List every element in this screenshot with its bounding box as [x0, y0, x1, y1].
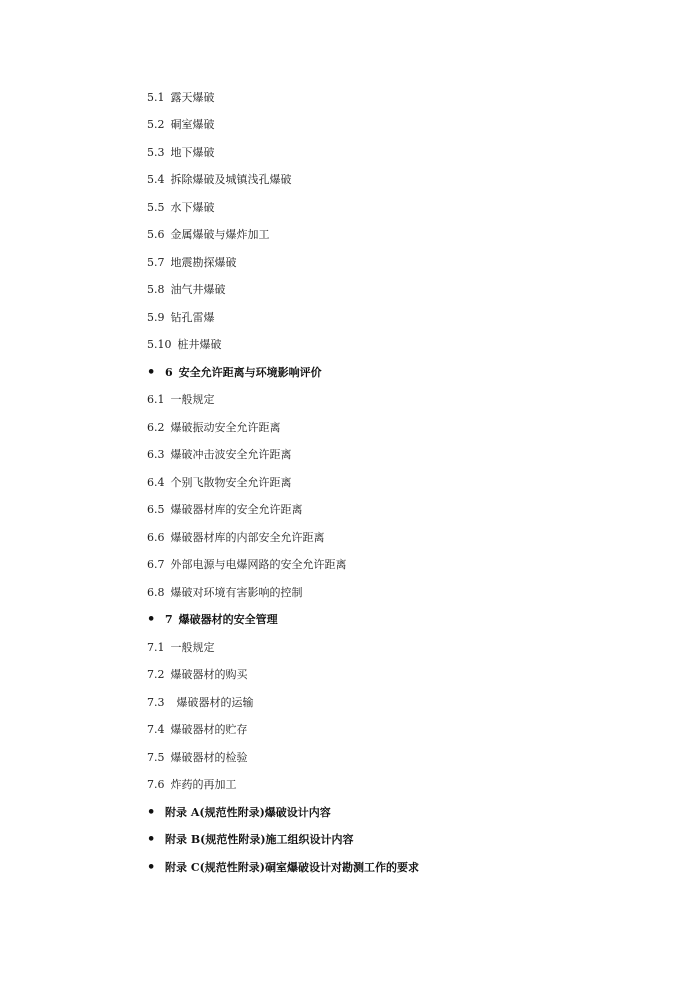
section-number: 5.6: [147, 228, 165, 241]
section-number: 6.3: [147, 448, 165, 461]
toc-entry-5-9: [147, 308, 215, 328]
toc-entry-6-5: [147, 500, 303, 520]
section-number: 7.1: [147, 641, 165, 654]
section-number: 6.7: [147, 558, 165, 571]
section-title: 金属爆破与爆炸加工: [170, 228, 270, 241]
bullet-icon: •: [147, 832, 156, 847]
section-title: 桩井爆破: [177, 338, 222, 351]
toc-entry-5-1: [147, 88, 215, 108]
section-title: 油气井爆破: [170, 283, 226, 296]
section-number: 6.4: [147, 476, 165, 489]
section-title: 露天爆破: [170, 91, 215, 104]
toc-entry-6-1: [147, 390, 215, 410]
appendix-title: 附录 A(规范性附录)爆破设计内容: [165, 806, 331, 819]
section-number: 7.4: [147, 723, 165, 736]
section-number: 6.1: [147, 393, 165, 406]
chapter-title: 安全允许距离与环境影响评价: [178, 366, 322, 379]
toc-entry-5-6: [147, 225, 270, 245]
section-title: 炸药的再加工: [170, 778, 237, 791]
section-title: 拆除爆破及城镇浅孔爆破: [170, 173, 292, 186]
section-title: 爆破器材库的内部安全允许距离: [170, 531, 325, 544]
bullet-icon: •: [147, 612, 156, 627]
toc-entry-7-6: [147, 775, 237, 795]
chapter-title: 爆破器材的安全管理: [178, 613, 278, 626]
section-title: 一般规定: [170, 641, 215, 654]
toc-entry-6-3: [147, 445, 292, 465]
toc-entry-6-2: [147, 418, 281, 438]
chapter-number: 7: [165, 613, 173, 626]
section-number: 7.2: [147, 668, 165, 681]
toc-entry-5-4: [147, 170, 292, 190]
section-number: 5.1: [147, 91, 165, 104]
toc-entry-6-6: [147, 528, 325, 548]
toc-appendix-c: [147, 858, 419, 878]
appendix-title: 附录 C(规范性附录)硐室爆破设计对勘测工作的要求: [165, 861, 419, 874]
section-title: 爆破器材的贮存: [170, 723, 248, 736]
section-title: 爆破冲击波安全允许距离: [170, 448, 292, 461]
section-title: 个别飞散物安全允许距离: [170, 476, 292, 489]
toc-entry-6-7: [147, 555, 347, 575]
toc-chapter-6: [147, 363, 322, 383]
toc-entry-5-7: [147, 253, 237, 273]
section-title: 爆破器材的检验: [170, 751, 248, 764]
section-number: 6.6: [147, 531, 165, 544]
toc-entry-7-3: [147, 693, 254, 713]
section-title: 爆破器材的运输: [176, 696, 254, 709]
toc-entry-5-5: [147, 198, 215, 218]
section-title: 地震勘探爆破: [170, 256, 237, 269]
section-number: 6.2: [147, 421, 165, 434]
toc-entry-7-5: [147, 748, 248, 768]
section-number: 5.9: [147, 311, 165, 324]
chapter-number: 6: [165, 366, 173, 379]
bullet-icon: •: [147, 860, 156, 875]
toc-entry-6-8: [147, 583, 303, 603]
toc-entry-7-2: [147, 665, 248, 685]
toc-appendix-b: [147, 830, 354, 850]
bullet-icon: •: [147, 805, 156, 820]
toc-entry-5-10: [147, 335, 222, 355]
section-number: 5.5: [147, 201, 165, 214]
section-title: 一般规定: [170, 393, 215, 406]
toc-entry-7-4: [147, 720, 248, 740]
section-number: 5.4: [147, 173, 165, 186]
section-number: 6.8: [147, 586, 165, 599]
section-title: 外部电源与电爆网路的安全允许距离: [170, 558, 347, 571]
toc-entry-6-4: [147, 473, 292, 493]
toc-entry-5-3: [147, 143, 215, 163]
section-number: 7.6: [147, 778, 165, 791]
section-title: 爆破对环境有害影响的控制: [170, 586, 303, 599]
section-title: 爆破器材库的安全允许距离: [170, 503, 303, 516]
toc-chapter-7: [147, 610, 278, 630]
section-number: 5.3: [147, 146, 165, 159]
section-number: 7.5: [147, 751, 165, 764]
toc-entry-5-2: [147, 115, 215, 135]
toc-entry-5-8: [147, 280, 226, 300]
section-number: 7.3: [147, 696, 165, 709]
section-number: 5.8: [147, 283, 165, 296]
section-title: 钻孔雷爆: [170, 311, 215, 324]
section-title: 硐室爆破: [170, 118, 215, 131]
section-title: 爆破振动安全允许距离: [170, 421, 281, 434]
section-title: 地下爆破: [170, 146, 215, 159]
section-number: 5.2: [147, 118, 165, 131]
toc-entry-7-1: [147, 638, 215, 658]
appendix-title: 附录 B(规范性附录)施工组织设计内容: [165, 833, 354, 846]
section-number: 5.10: [147, 338, 172, 351]
section-title: 爆破器材的购买: [170, 668, 248, 681]
section-number: 5.7: [147, 256, 165, 269]
toc-appendix-a: [147, 803, 331, 823]
section-number: 6.5: [147, 503, 165, 516]
bullet-icon: •: [147, 365, 156, 380]
section-title: 水下爆破: [170, 201, 215, 214]
